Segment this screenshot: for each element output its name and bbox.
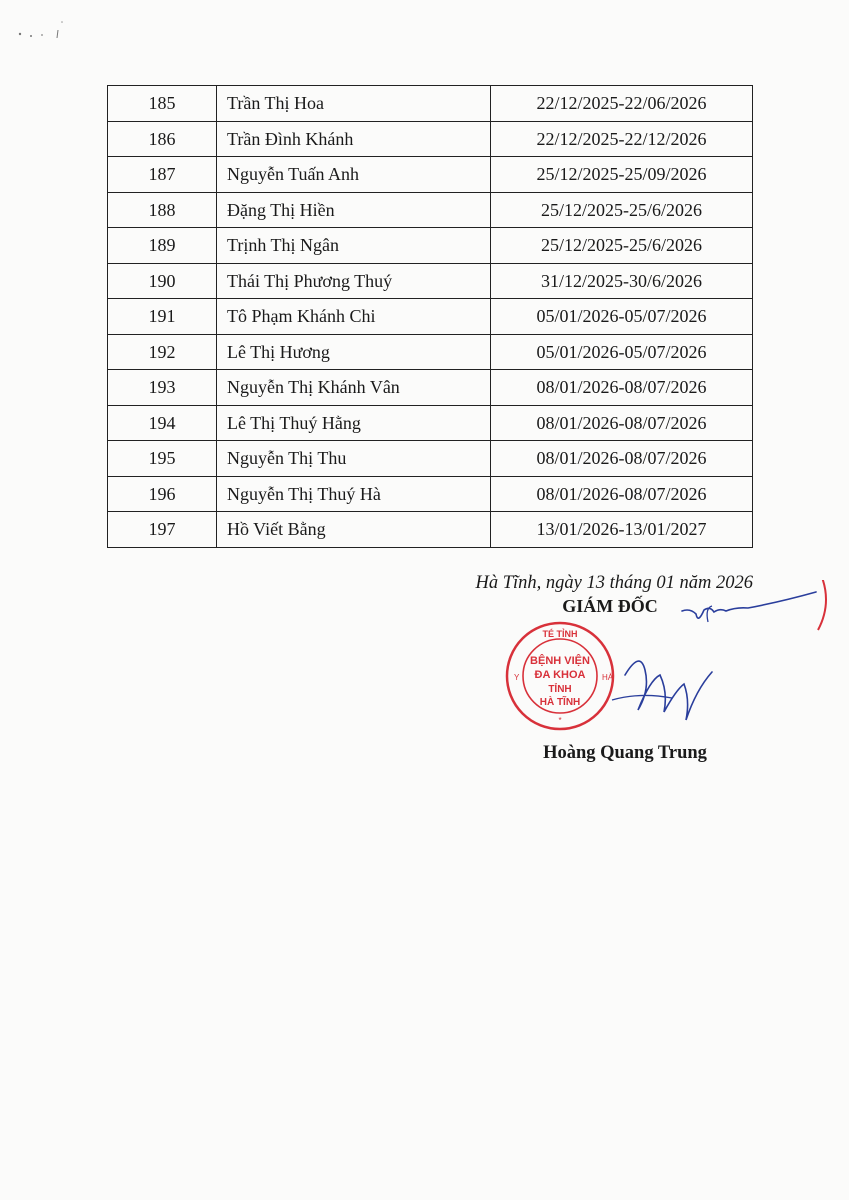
table-row — [108, 86, 753, 122]
row-number: 192 — [108, 334, 217, 370]
contract-period: 08/01/2026-08/07/2026 — [491, 370, 753, 406]
svg-text:ĐA KHOA: ĐA KHOA — [534, 669, 586, 681]
svg-text:HÀ: HÀ — [602, 673, 614, 682]
row-number: 189 — [108, 228, 217, 264]
staff-name: Đặng Thị Hiền — [217, 192, 491, 228]
staff-name: Nguyễn Tuấn Anh — [217, 157, 491, 193]
staff-name: Trần Thị Hoa — [217, 86, 491, 122]
table-row — [108, 228, 753, 264]
row-number: 187 — [108, 157, 217, 193]
table-row — [108, 157, 753, 193]
staff-name: Tô Phạm Khánh Chi — [217, 299, 491, 335]
row-number: 191 — [108, 299, 217, 335]
svg-text:TỈNH: TỈNH — [548, 684, 572, 695]
director-signature — [580, 580, 840, 740]
row-number: 196 — [108, 476, 217, 512]
contract-period: 22/12/2025-22/12/2026 — [491, 121, 753, 157]
staff-name: Trịnh Thị Ngân — [217, 228, 491, 264]
staff-name: Hồ Viết Bằng — [217, 512, 491, 548]
contract-period: 05/01/2026-05/07/2026 — [491, 334, 753, 370]
contract-period: 05/01/2026-05/07/2026 — [491, 299, 753, 335]
contract-period: 08/01/2026-08/07/2026 — [491, 405, 753, 441]
row-number: 194 — [108, 405, 217, 441]
contract-period: 08/01/2026-08/07/2026 — [491, 441, 753, 477]
staff-name: Nguyễn Thị Thu — [217, 441, 491, 477]
signer-name: Hoàng Quang Trung — [543, 743, 707, 763]
svg-text:*: * — [558, 716, 562, 725]
row-number: 186 — [108, 121, 217, 157]
svg-text:BỆNH VIỆN: BỆNH VIỆN — [530, 655, 590, 667]
svg-text:TÉ TỈNH: TÉ TỈNH — [542, 629, 578, 639]
table-row — [108, 405, 753, 441]
staff-table — [107, 85, 753, 548]
staff-name: Lê Thị Thuý Hằng — [217, 405, 491, 441]
row-number: 195 — [108, 441, 217, 477]
contract-period: 08/01/2026-08/07/2026 — [491, 476, 753, 512]
contract-period: 25/12/2025-25/6/2026 — [491, 192, 753, 228]
table-row — [108, 192, 753, 228]
staff-name: Thái Thị Phương Thuý — [217, 263, 491, 299]
staff-name: Trần Đình Khánh — [217, 121, 491, 157]
contract-period: 22/12/2025-22/06/2026 — [491, 86, 753, 122]
scan-specks — [14, 16, 64, 46]
table-row — [108, 370, 753, 406]
staff-name: Nguyễn Thị Khánh Vân — [217, 370, 491, 406]
contract-period: 25/12/2025-25/09/2026 — [491, 157, 753, 193]
place-date: Hà Tĩnh, ngày 13 tháng 01 năm 2026 — [475, 573, 753, 593]
staff-name: Nguyễn Thị Thuý Hà — [217, 476, 491, 512]
row-number: 197 — [108, 512, 217, 548]
contract-period: 13/01/2026-13/01/2027 — [491, 512, 753, 548]
table-row — [108, 299, 753, 335]
row-number: 190 — [108, 263, 217, 299]
contract-period: 25/12/2025-25/6/2026 — [491, 228, 753, 264]
svg-text:Y: Y — [514, 673, 520, 682]
table-row — [108, 263, 753, 299]
signer-title: GIÁM ĐỐC — [562, 596, 658, 616]
svg-text:HÀ TĨNH: HÀ TĨNH — [539, 697, 581, 708]
table-row — [108, 512, 753, 548]
contract-period: 31/12/2025-30/6/2026 — [491, 263, 753, 299]
row-number: 193 — [108, 370, 217, 406]
row-number: 185 — [108, 86, 217, 122]
table-row — [108, 334, 753, 370]
table-row — [108, 441, 753, 477]
table-row — [108, 121, 753, 157]
staff-name: Lê Thị Hương — [217, 334, 491, 370]
row-number: 188 — [108, 192, 217, 228]
table-row — [108, 476, 753, 512]
